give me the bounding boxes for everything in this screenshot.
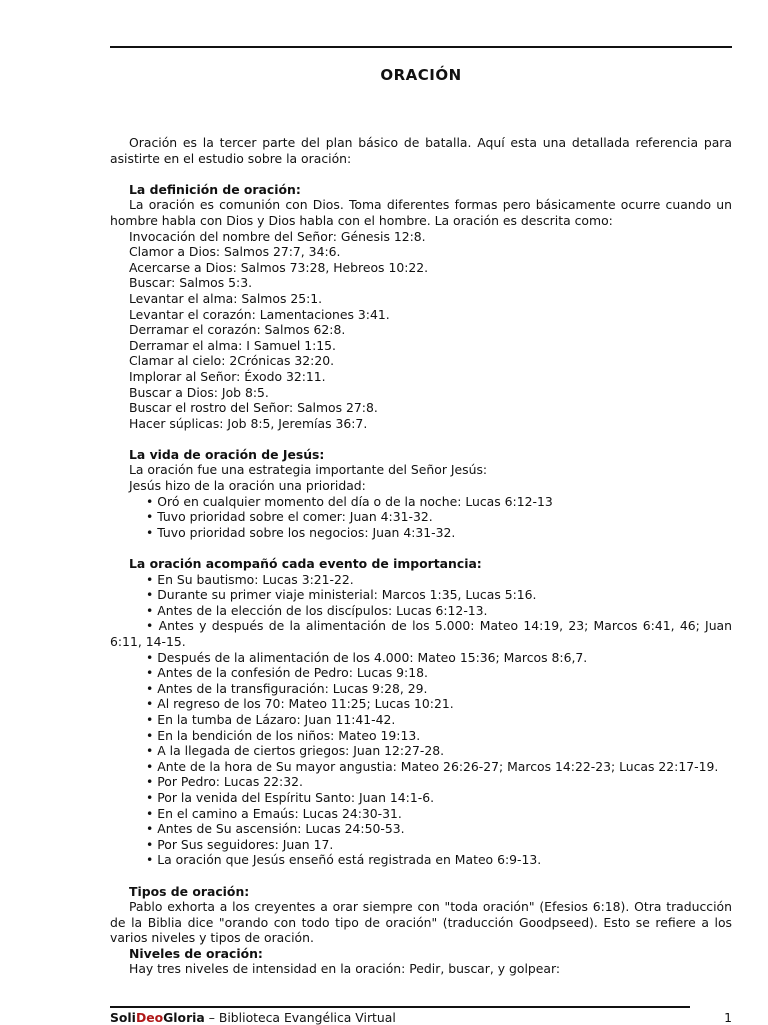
- bullet-item: • Después de la alimentación de los 4.000: Mateo 15:36; Marcos 8:6,7.: [146, 649, 588, 665]
- bullet-item: • Oró en cualquier momento del día o de la noche: Lucas 6:12-13: [146, 493, 553, 509]
- bullet-item: • En la tumba de Lázaro: Juan 11:41-42.: [146, 711, 396, 727]
- bullet-item: • Tuvo prioridad sobre los negocios: Juan 4:31-32.: [146, 524, 456, 540]
- intro-paragraph: Oración es la tercer parte del plan básico de batalla. Aquí esta una detallada referencia para asistirte en el estudio sobre la oración:: [110, 135, 732, 166]
- document-body: [110, 135, 732, 977]
- vida-heading: La vida de oración de Jesús:: [129, 446, 325, 462]
- footer-brand-soli: Soli: [110, 1010, 136, 1025]
- footer-brand-deo: Deo: [135, 1010, 164, 1025]
- bullet-item: • Al regreso de los 70: Mateo 11:25; Lucas 10:21.: [146, 696, 454, 712]
- bullet-item: • En Su bautismo: Lucas 3:21-22.: [146, 571, 354, 587]
- list-item: Invocación del nombre del Señor: Génesis 12:8.: [129, 228, 426, 244]
- definicion-list: [110, 229, 732, 432]
- list-item: Hacer súplicas: Job 8:5, Jeremías 36:7.: [129, 415, 368, 431]
- list-item: Buscar: Salmos 5:3.: [129, 275, 253, 291]
- bullet-item: • En el camino a Emaús: Lucas 24:30-31.: [146, 805, 402, 821]
- bullet-item: • Durante su primer viaje ministerial: Marcos 1:35, Lucas 5:16.: [146, 587, 537, 603]
- list-item: Clamor a Dios: Salmos 27:7, 34:6.: [129, 244, 341, 260]
- vida-line: La oración fue una estrategia importante del Señor Jesús:: [129, 462, 488, 478]
- bullet-item: • Antes de la elección de los discípulos: Lucas 6:12-13.: [146, 602, 488, 618]
- page-title: ORACIÓN: [380, 66, 462, 84]
- list-item: Buscar el rostro del Señor: Salmos 27:8.: [129, 400, 378, 416]
- bullet-item: • Antes y después de la alimentación de los 5.000: Mateo 14:19, 23; Marcos 6:41, 46; Juan 6:11, 14-15.: [110, 618, 732, 649]
- tipos-heading: Tipos de oración:: [129, 883, 250, 899]
- bullet-item: • Por Sus seguidores: Juan 17.: [146, 836, 334, 852]
- bullet-item: • Ante de la hora de Su mayor angustia: Mateo 26:26-27; Marcos 14:22-23; Lucas 22:17-19.: [146, 758, 719, 774]
- bullet-item: • Antes de Su ascensión: Lucas 24:50-53.: [146, 821, 405, 837]
- bullet-item: • La oración que Jesús enseñó está registrada en Mateo 6:9-13.: [146, 852, 542, 868]
- list-item: Implorar al Señor: Éxodo 32:11.: [129, 368, 326, 384]
- bullet-item: • Antes de la confesión de Pedro: Lucas 9:18.: [146, 665, 428, 681]
- footer-brand-gloria: Gloria: [163, 1010, 205, 1025]
- footer-rule: [110, 1006, 690, 1008]
- footer-text: – Biblioteca Evangélica Virtual: [204, 1010, 396, 1025]
- bullet-item: • Tuvo prioridad sobre el comer: Juan 4:31-32.: [146, 509, 433, 525]
- list-item: Buscar a Dios: Job 8:5.: [129, 384, 269, 400]
- bullet-item: • En la bendición de los niños: Mateo 19:13.: [146, 727, 421, 743]
- list-item: Derramar el alma: I Samuel 1:15.: [129, 337, 336, 353]
- list-item: Levantar el alma: Salmos 25:1.: [129, 290, 323, 306]
- bullet-item: • Antes de la transfiguración: Lucas 9:28, 29.: [146, 680, 428, 696]
- niveles-line: Hay tres niveles de intensidad en la oración: Pedir, buscar, y golpear:: [129, 961, 561, 977]
- niveles-heading: Niveles de oración:: [129, 945, 263, 961]
- tipos-paragraph: Pablo exhorta a los creyentes a orar siempre con "toda oración" (Efesios 6:18). Otra traducción de la Biblia dice "orando con todo tipo de oración" (traducción Goodpseed). Esto se refiere a los varios niveles y tipos de oración.: [110, 899, 732, 946]
- definicion-heading: La definición de oración:: [129, 181, 301, 197]
- list-item: Derramar el corazón: Salmos 62:8.: [129, 322, 346, 338]
- list-item: Levantar el corazón: Lamentaciones 3:41.: [129, 306, 390, 322]
- list-item: Acercarse a Dios: Salmos 73:28, Hebreos 10:22.: [129, 259, 429, 275]
- header-rule: [110, 46, 732, 48]
- page-number: 1: [724, 1010, 732, 1025]
- bullet-item: • A la llegada de ciertos griegos: Juan 12:27-28.: [146, 743, 445, 759]
- definicion-paragraph: La oración es comunión con Dios. Toma diferentes formas pero básicamente ocurre cuando un hombre habla con Dios y Dios habla con el hombre. La oración es descrita como:: [110, 197, 732, 228]
- footer: [110, 1010, 732, 1025]
- vida-line: Jesús hizo de la oración una prioridad:: [129, 478, 366, 494]
- eventos-heading: La oración acompañó cada evento de importancia:: [129, 556, 482, 572]
- bullet-item: • Por la venida del Espíritu Santo: Juan 14:1-6.: [146, 789, 435, 805]
- list-item: Clamar al cielo: 2Crónicas 32:20.: [129, 353, 335, 369]
- bullet-item: • Por Pedro: Lucas 22:32.: [146, 774, 303, 790]
